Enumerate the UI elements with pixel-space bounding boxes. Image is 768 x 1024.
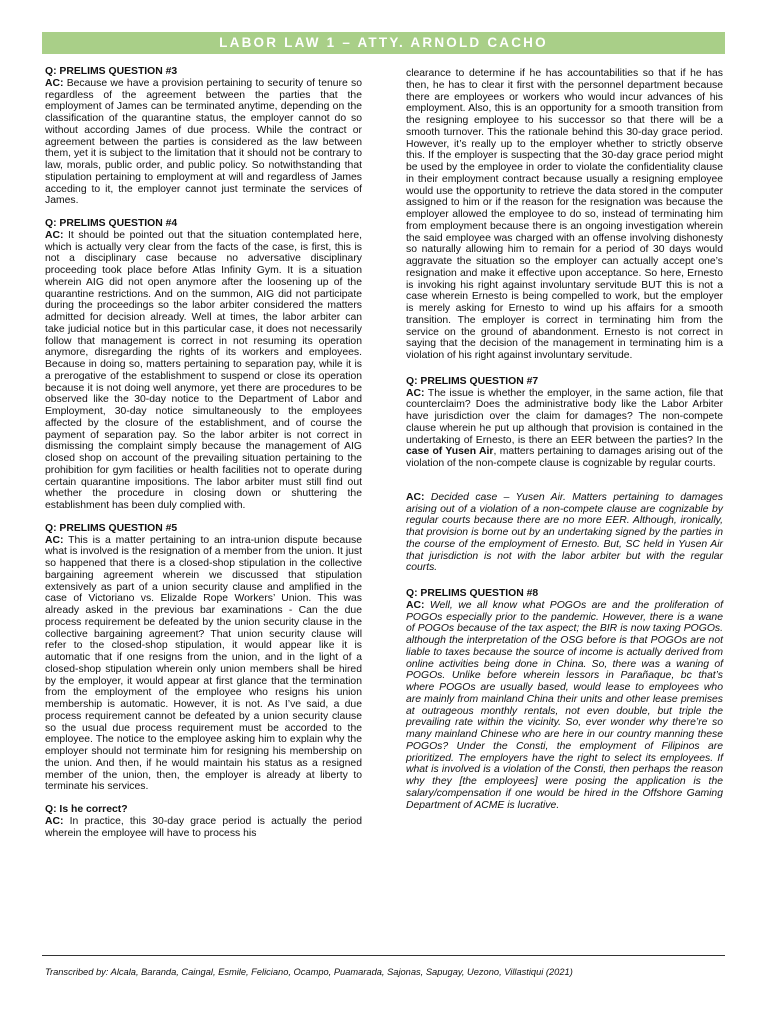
q7-heading: Q: PRELIMS QUESTION #7 bbox=[406, 375, 539, 387]
q5-heading: Q: PRELIMS QUESTION #5 bbox=[45, 522, 178, 534]
document-title-banner: LABOR LAW 1 – ATTY. ARNOLD CACHO bbox=[42, 32, 725, 54]
footer-credits: Transcribed by: Alcala, Baranda, Caingal, Esmile, Feliciano, Ocampo, Puamarada, Sajonas, Sapugay, Uezono, Villastiqui (2021) bbox=[45, 967, 573, 977]
left-column bbox=[45, 66, 362, 839]
footer-divider bbox=[42, 955, 725, 956]
q5-answer: AC: This is a matter pertaining to an intra-union dispute because what is involved is the resignation of a member from the union. It just so happened that there is a closed-shop stipulation in the collective bargaining agreement wherein we discussed that stipulation extensively as part of a union security clause and amplified in the case of Victoriano vs. Elizalde Rope Workers’ Union. This was already asked in the previous bar examinations - Can the due process requirement be defeated by the union security clause in the collective bargaining agreement? That union security clause will refer to the closed-shop stipulation, it would appear like it is automatic that if one resigns from the union, and in the light of a closed-shop stipulation wherein only union members shall be hired by the employer, it would appear at first glance that the termination from the employment of the employee who resigns his union membership is automatic. However, it is not. As I’ve said, a due process requirement cannot be defeated by a union security clause so the usual due process requirement must be accorded to the employee. The notice to the employee asking him to explain why the employer should not terminate him for resigning his membership on the union. And then, if he would maintain his status as a resigned member of the union, then, the employer is already at liberty to terminate his services. bbox=[45, 534, 362, 793]
right-column bbox=[406, 68, 723, 811]
q8-answer: AC: Well, we all know what POGOs are and the proliferation of POGOs especially prior to the pandemic. However, there is a wane of POGOs because of the tax aspect; the BIR is now taxing POGOs. although the interpretation of the OSG before is that POGOs are not liable to taxes because the source of income is actually derived from online activities being done in China. So, there was a waning of POGOs. Unlike before wherein lessors in Parañaque, bc that’s where POGOs are usually based, would lease to employees who are mainly from mainland China their units and other lease premises at outrageous monthly rentals, not even double, but triple the prevailing rate within the vicinity. So, ever wonder why there’re so many mainland Chinese who are here in our country manning these POGOs? Under the Consti, the employment of Filipinos are prioritized. The employers have the right to select its employees. If what is involved is a violation of the Consti, then perhaps the reason why they [the employees] were posing the application is the salary/compensation if one would be hired in the Offshore Gaming Department of ACME is lucrative. bbox=[406, 599, 723, 811]
q8-heading: Q: PRELIMS QUESTION #8 bbox=[406, 588, 539, 599]
q3-answer: AC: Because we have a provision pertaining to security of tenure so regardless of the agreement between the parties that the employment of James can be terminated anytime, depending on the classification of the quarantine status, the employer cannot do so without according James of due process. While the contract or agreement between the parties is considered as the law between them, yet it is subject to the limitation that it should not be contrary to law, morals, public order, and public policy. So notwithstanding that stipulation pertaining to employment at will and regardless of James acceding to it, the employer cannot just terminate the services of James. bbox=[45, 77, 362, 207]
q6-answer-continued: clearance to determine if he has accountabilities so that if he has then, he has to clear it first with the personnel department because there are employees or workers who would incur advances of his employment. Also, this is an opportunity for a smooth transition from the resigning employee to his successor so that there will be a smooth turnover. This the rationale behind this 30-day grace period. However, it’s really up to the employer whether to strictly observe this. If the employer is suspecting that the 30-day grace period might be used by the employee in order to violate the confidentiality clause in their employment contract because usually a resigning employee would use the opportunity to retrieve the data stored in the computer assigned to him or if the reason for the resignation was because the employer allowed the employee to do so, instead of terminating him from employment because there is an ongoing investigation wherein the said employee was charged with an offense involving dishonesty so naturally allowing him to remain for a period of 30 days would aggravate the situation so the employer can actually accept one’s resignation and make it effective upon acceptance. So here, Ernesto is invoking his right against involuntary servitude BUT this is not a case wherein Ernesto is being compelled to work, but the employer is merely asking for Ernesto to wind up his affairs for a smooth transition. The employer is correct in terminating him from the service on the ground of abandonment. Ernesto is not correct in saying that the decision of the management in terminating him is a violation of his right against involuntary servitude. bbox=[406, 68, 723, 361]
decided-case-answer: AC: Decided case – Yusen Air. Matters pertaining to damages arising out of a violation of a non-compete clause are cognizable by regular courts because there are no more EER. Although, ironically, that provision is borne out by an undertaking signed by the parties in the course of the employment of Ernesto. But, SC held in Yusen Air that jurisdiction is not with the labor arbiter but with the regular courts. bbox=[406, 491, 723, 574]
q3-heading: Q: PRELIMS QUESTION #3 bbox=[45, 66, 178, 77]
q6-heading: Q: Is he correct? bbox=[45, 804, 128, 815]
q6-answer: AC: In practice, this 30-day grace period is actually the period wherein the employee will have to process his bbox=[45, 815, 362, 839]
q7-answer: AC: The issue is whether the employer, in the same action, file that counterclaim? Does the administrative body like the Labor Arbiter have jurisdiction over the claim for damages? The non-compete clause wherein he put up although that provision is contained in the undertaking of Ernesto, is there an EER between the parties? In the case of Yusen Air, matters pertaining to damages arising out of the violation of the non-compete clause is cognizable by regular courts. bbox=[406, 387, 723, 469]
q4-answer: AC: It should be pointed out that the situation contemplated here, which is actually very clear from the facts of the case, is first, this is not a disciplinary case because no adversative disciplinary proceeding took place before Atlas Infinity Gym. It is a situation wherein AIG did not open anymore after the loosening up of the quarantine restrictions. And on the summon, AIG did not participate during the proceedings so the labor arbiter considered the matters admitted for decision already. Well at times, the labor arbiter can take judicial notice but in this particular case, it does not necessarily follow that management is correct in not resuming its operation anymore, disregarding the rights of its workers and employees. Because in doing so, matters pertaining to separation pay, while it is a prerogative of the establishment to suspend or close its operation because it is not doing well anymore, yet there are procedures to be observed like the 30-day notice to the Department of Labor and Employment, 30-day notice simultaneously to the employees affected by the closure of the establishment, and of course the payment of separation pay. So the labor arbiter is not correct in dismissing the complaint simply because the management of AIG closed shop on account of the prevailing situation pertaining to the prohibition for gym facilities or health facilities not to operate during certain quarantine impositions. The labor arbiter must still find out whether the procedure in closing down or shuttering the establishment has been duly complied with. bbox=[45, 229, 362, 511]
q4-heading: Q: PRELIMS QUESTION #4 bbox=[45, 218, 178, 229]
